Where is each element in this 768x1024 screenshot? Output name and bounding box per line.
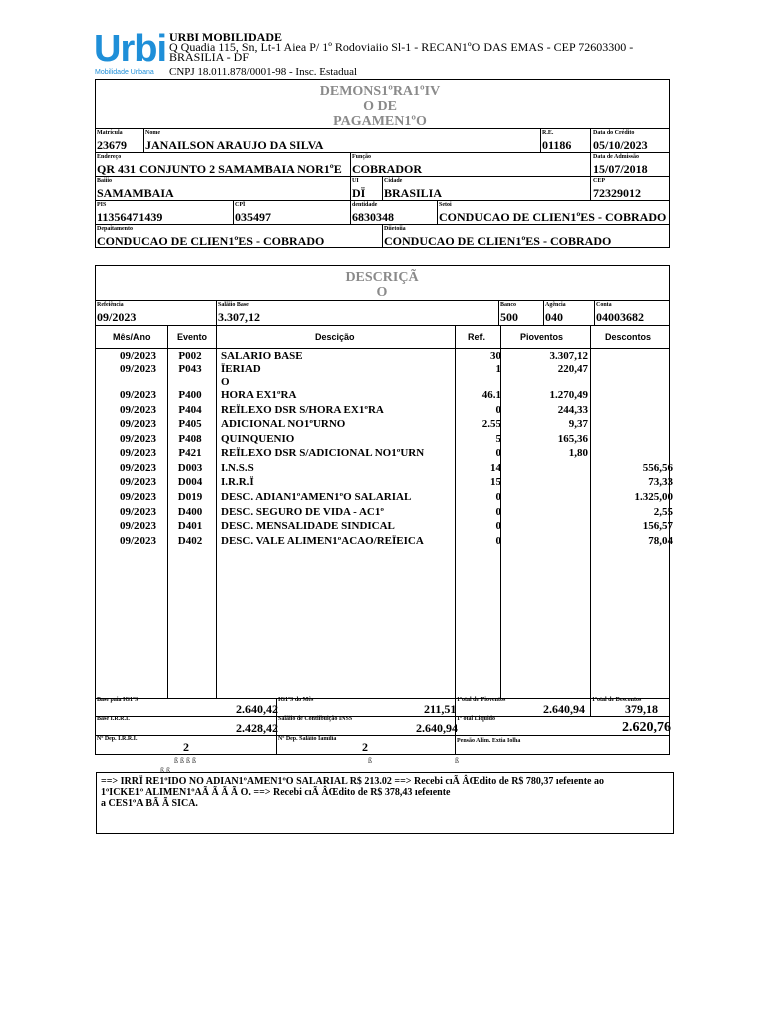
- marks-3: ß: [455, 756, 459, 765]
- salario-contrib-value: 2.640,94: [416, 721, 458, 735]
- table-row: [0, 446, 768, 460]
- table-row: [0, 349, 768, 363]
- table-cell: 14: [490, 462, 501, 474]
- table-cell: P408: [178, 433, 202, 445]
- table-cell: 09/2023: [119, 363, 156, 375]
- agencia-value: 040: [545, 310, 563, 324]
- setor-value: CONDUCAO DE CLIEN1ºES - COBRADO: [439, 210, 667, 224]
- col-header-mes: Mês/Ano: [113, 332, 151, 342]
- pis-label: PIS: [97, 202, 107, 208]
- identidade-label: dentidade: [352, 202, 378, 208]
- base-fgts-value: 2.640,42: [236, 702, 278, 716]
- cep-label: CEP: [593, 178, 605, 184]
- table-cell: 0: [495, 404, 501, 416]
- table-row: [0, 432, 768, 446]
- table-cell: HORA EX1ºRA: [221, 389, 297, 401]
- table-cell: I.R.R.Ï: [221, 476, 254, 488]
- table-cell: 244,33: [557, 404, 588, 416]
- funcao-label: Função: [352, 154, 372, 160]
- nome-value: JANAILSON ARAUJO DA SILVA: [145, 138, 324, 152]
- logo-text: Urbi: [94, 28, 166, 70]
- table-cell: 09/2023: [119, 462, 156, 474]
- re-label: R.E.: [542, 130, 554, 136]
- table-cell: D400: [177, 506, 203, 518]
- cidade-label: Cidade: [384, 178, 403, 184]
- table-cell: D402: [177, 535, 203, 547]
- base-fgts-label: Base paia IG1ºS: [97, 697, 139, 703]
- bairro-value: SAMAMBAIA: [97, 186, 174, 200]
- table-cell: 09/2023: [119, 491, 156, 503]
- demonstrativo-title: DEMONS1ºRA1ºIV O DE PAGAMEN1ºO: [319, 84, 441, 129]
- conta-label: Conta: [596, 302, 612, 308]
- table-cell: 30: [490, 350, 501, 362]
- col-header-evento: Evento: [177, 332, 208, 342]
- col-header-proventos: Pioventos: [520, 332, 564, 342]
- salario-base-label: Salãiio Base: [218, 302, 249, 308]
- logo-subtitle: Mobilidade Urbana: [95, 69, 154, 76]
- table-row: [0, 461, 768, 475]
- diretoria-label: Diietoiia: [384, 226, 406, 232]
- col-header-ref: Ref.: [468, 332, 486, 342]
- table-row: [0, 403, 768, 417]
- dep-irrf-label: Nº Dep. I.R.R.I.: [97, 736, 138, 742]
- identidade-value: 6830348: [352, 210, 394, 224]
- table-cell: 0: [495, 491, 501, 503]
- diretoria-value: CONDUCAO DE CLIEN1ºES - COBRADO: [384, 234, 612, 248]
- message-line-2: 1ºICKE1º ALIMEN1ºAÃ Ã Ã Ã O. ==> Recebi cıÃ ÂŒdito de R$ 378,43 ıefeıente: [101, 787, 451, 798]
- pensao-label: Pensão Alim. Extia Iolha: [457, 738, 521, 744]
- table-cell: REÏLEXO DSR S/ADICIONAL NO1ºURN: [221, 447, 425, 459]
- company-logo: [94, 28, 166, 78]
- table-cell: 09/2023: [119, 447, 156, 459]
- table-cell: D004: [177, 476, 203, 488]
- total-descontos-value: 379,18: [625, 702, 658, 716]
- table-cell: 09/2023: [119, 535, 156, 547]
- banco-label: Banco: [500, 302, 517, 308]
- agencia-label: Agência: [545, 302, 566, 308]
- table-cell: P002: [178, 350, 202, 362]
- table-cell: P043: [178, 363, 202, 375]
- table-cell: 5: [495, 433, 501, 445]
- table-cell: P421: [178, 447, 202, 459]
- referencia-label: Refeiência: [97, 302, 124, 308]
- uf-value: DÏ: [352, 186, 366, 200]
- table-cell: D003: [177, 462, 203, 474]
- table-cell: D019: [177, 491, 203, 503]
- table-cell: 09/2023: [119, 404, 156, 416]
- table-cell: 09/2023: [119, 520, 156, 532]
- table-cell: QUINQUENIO: [221, 433, 295, 445]
- data-credito-label: Data do Crédito: [593, 130, 635, 136]
- company-name: URBI MOBILIDADE: [169, 30, 283, 44]
- table-cell: 165,36: [557, 433, 588, 445]
- endereco-value: QR 431 CONJUNTO 2 SAMAMBAIA NOR1ºE: [97, 162, 342, 176]
- departamento-value: CONDUCAO DE CLIEN1ºES - COBRADO: [97, 234, 325, 248]
- salario-contrib-label: Salãiio de Contiibuição INSS: [278, 716, 353, 722]
- table-cell: 2.55: [481, 418, 501, 430]
- col-header-descontos: Descontos: [605, 332, 652, 342]
- table-cell: 156,57: [642, 520, 673, 532]
- table-cell: 0: [495, 520, 501, 532]
- setor-label: Setoi: [439, 202, 452, 208]
- table-row: [0, 417, 768, 431]
- table-cell: 3.307,12: [549, 350, 588, 362]
- table-row: [0, 475, 768, 489]
- dep-salario-value: 2: [362, 740, 368, 754]
- table-cell: 1,80: [568, 447, 588, 459]
- table-cell: O: [221, 376, 230, 388]
- table-cell: DESC. VALE ALIMEN1ºACAO/REÏEICA: [221, 535, 424, 547]
- data-admissao-value: 15/07/2018: [593, 162, 648, 176]
- marks-1: ß ß ß ß: [174, 756, 196, 765]
- matricula-value: 23679: [97, 138, 127, 152]
- table-cell: I.N.S.S: [221, 462, 254, 474]
- nome-label: Nome: [145, 130, 160, 136]
- table-cell: P405: [178, 418, 202, 430]
- table-cell: 09/2023: [119, 506, 156, 518]
- table-cell: 556,56: [642, 462, 673, 474]
- table-cell: ADICIONAL NO1ºURNO: [221, 418, 346, 430]
- cep-value: 72329012: [593, 186, 641, 200]
- table-cell: 9,37: [568, 418, 588, 430]
- cpf-value: 035497: [235, 210, 271, 224]
- data-admissao-label: Data de Admissão: [593, 154, 640, 160]
- cpf-label: CPÏ: [235, 202, 246, 208]
- table-cell: 73,33: [648, 476, 673, 488]
- company-cnpj: CNPJ 18.011.878/0001-98 - Insc. Estadual: [169, 66, 358, 78]
- table-cell: P404: [178, 404, 202, 416]
- table-row: [0, 362, 768, 390]
- table-row: [0, 505, 768, 519]
- table-cell: D401: [177, 520, 203, 532]
- marks-2: ß: [368, 756, 372, 765]
- table-row: [0, 388, 768, 402]
- base-irrf-value: 2.428,42: [236, 721, 278, 735]
- table-cell: DESC. SEGURO DE VIDA - AC1º: [221, 506, 384, 518]
- col-header-descricao: Descição: [315, 332, 355, 342]
- fgts-mes-label: IG1ºS do Mês: [278, 697, 314, 703]
- table-cell: P400: [178, 389, 202, 401]
- salario-base-value: 3.307,12: [218, 310, 260, 324]
- table-cell: 1.270,49: [549, 389, 588, 401]
- table-cell: 220,47: [557, 363, 588, 375]
- table-cell: 1: [495, 363, 501, 375]
- table-cell: 0: [495, 447, 501, 459]
- table-row: [0, 534, 768, 548]
- conta-value: 04003682: [596, 310, 644, 324]
- dep-salario-label: Nº Dep. Salãiio Iamília: [278, 736, 337, 742]
- base-irrf-label: Base I.R.R.I.: [97, 716, 130, 722]
- table-cell: 15: [490, 476, 501, 488]
- uf-label: UI: [352, 178, 359, 184]
- table-cell: SALARIO BASE: [221, 350, 303, 362]
- message-line-1: ==> IRRÏ RE1ºIDO NO ADIAN1ºAMEN1ºO SALARIAL R$ 213.02 ==> Recebi cıÃ ÂŒdito de R$ 780,37 ıefeıente ao: [101, 776, 604, 787]
- table-cell: 09/2023: [119, 418, 156, 430]
- table-cell: 46.1: [481, 389, 501, 401]
- table-row: [0, 490, 768, 504]
- table-cell: 09/2023: [119, 350, 156, 362]
- data-credito-value: 05/10/2023: [593, 138, 648, 152]
- cidade-value: BRASILIA: [384, 186, 443, 200]
- company-address: Q Quadia 115, Sn, Lt-1 Aiea P/ 1º Rodoviaiio Sl-1 - RECAN1ºO DAS EMAS - CEP 72603300 - BRASILIA - DF: [169, 40, 634, 64]
- table-cell: REÏLEXO DSR S/HORA EX1ºRA: [221, 404, 384, 416]
- referencia-value: 09/2023: [97, 310, 137, 324]
- table-cell: 78,04: [648, 535, 673, 547]
- table-cell: 09/2023: [119, 389, 156, 401]
- message-text: [101, 776, 604, 809]
- marks-1b: ß ß: [160, 766, 170, 775]
- funcao-value: COBRADOR: [352, 162, 423, 176]
- table-cell: ÏERIAD: [221, 363, 261, 375]
- total-descontos-label: 1ºotal de Descontos: [592, 697, 642, 703]
- liquido-value: 2.620,76: [622, 720, 671, 735]
- dep-irrf-value: 2: [183, 740, 189, 754]
- matricula-label: Matrícula: [97, 130, 123, 136]
- endereco-label: Endereço: [97, 154, 122, 160]
- table-cell: 09/2023: [119, 476, 156, 488]
- bairro-label: Baiiio: [97, 178, 113, 184]
- re-value: 01186: [542, 138, 572, 152]
- table-cell: 0: [495, 535, 501, 547]
- liquido-label: 1º otal Liquido: [457, 716, 495, 722]
- total-proventos-value: 2.640,94: [543, 702, 585, 716]
- table-cell: 0: [495, 506, 501, 518]
- pis-value: 11356471439: [97, 210, 163, 224]
- table-cell: DESC. ADIAN1ºAMEN1ºO SALARIAL: [221, 491, 412, 503]
- table-cell: 1.325,00: [634, 491, 673, 503]
- descricao-title: DESCRIÇÃ O: [345, 270, 419, 300]
- message-line-3: a CES1ºA BÃ Ã SICA.: [101, 798, 198, 809]
- banco-value: 500: [500, 310, 518, 324]
- table-cell: 2,55: [653, 506, 673, 518]
- table-cell: 09/2023: [119, 433, 156, 445]
- table-cell: DESC. MENSALIDADE SINDICAL: [221, 520, 395, 532]
- total-proventos-label: 1ºotal de Pioventos: [457, 697, 506, 703]
- fgts-mes-value: 211,51: [424, 702, 457, 716]
- departamento-label: Depaitamento: [97, 226, 133, 232]
- table-row: [0, 519, 768, 533]
